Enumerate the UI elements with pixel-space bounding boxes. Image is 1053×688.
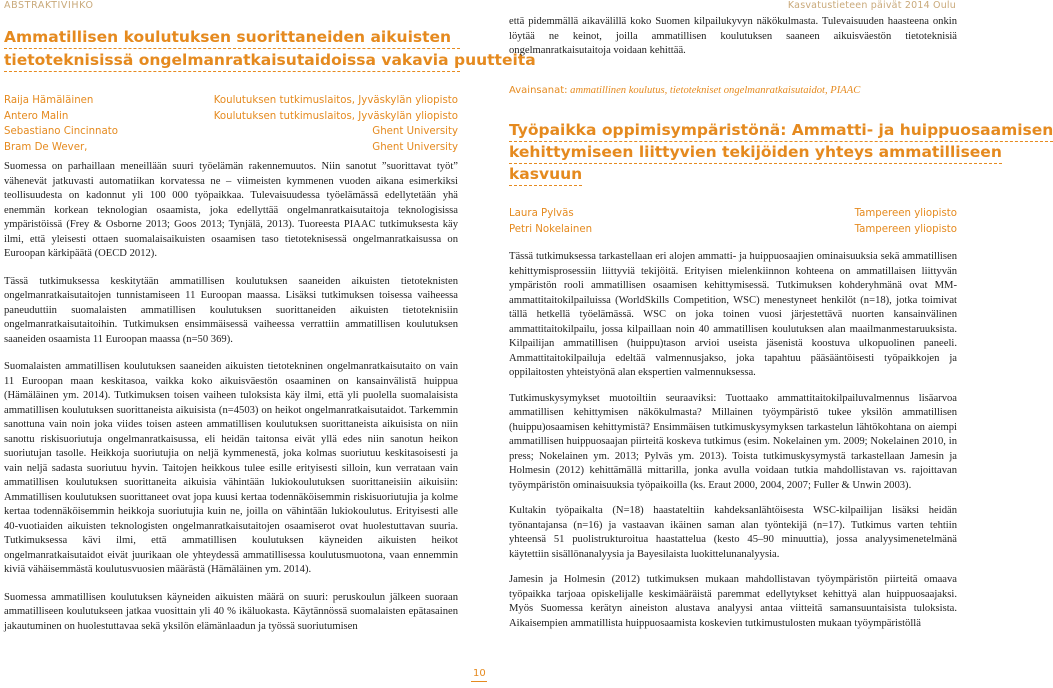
- title-line: kasvuun: [509, 164, 582, 186]
- right-article-body: [509, 250, 957, 631]
- page-number-underline: [471, 681, 487, 682]
- author-affiliation: Koulutuksen tutkimuslaitos, Jyväskylän yliopisto: [213, 110, 458, 122]
- author-row: [4, 93, 458, 109]
- author-row: [4, 124, 458, 140]
- author-name: Raija Hämäläinen: [4, 95, 94, 106]
- title-line: Työpaikka oppimisympäristönä: Ammatti- ja huippuosaamisen: [509, 120, 1053, 142]
- paragraph: Tutkimuskysymykset muotoiltiin seuraaviksi: Tuottaako ammattitaitokilpailuvalmennus lisäarvoa ammatillisen kehittymisen näkökulmasta? Millainen työympäristö tukee yksilön ammatillisen (huippu)osaamisen kehittymistä? Ensimmäisen tutkimuskysymyksen tarkastelun lähtökohtana on aiempi ammatillisen huippuosaajan piirteitä koskeva tutkimus (esim. Nokelainen ym. 2009; Nokelainen 2010, in press; Nokelainen ym. 2013; Pylväs ym. 2013). Toista tutkimuskysymystä tarkastellaan Jamesin ja Holmesin (2012) kehittämällä mittarilla, jonka avulla voidaan tutkia mahdollistavan vs. rajoittavan työympäristön ominaisuuksia työpaikoilla (ks. Eraut 2000, 2004, 2007; Fuller & Unwin 2003).: [509, 392, 957, 491]
- keywords-label: Avainsanat:: [509, 85, 568, 96]
- right-article-authors: [509, 206, 957, 237]
- author-row: [4, 109, 458, 125]
- paragraph: että pidemmällä aikavälillä koko Suomen kilpailukyvyn näkökulmasta. Tulevaisuuden haasteena onkin löytää ne keinot, joilla ammatillisen koulutuksen saaneen aikuisväestön tietoteknisiä ongelmanratkaisutaitoja voidaan kehittää.: [509, 16, 957, 56]
- title-line: Ammatillisen koulutuksen suorittaneiden aikuisten: [4, 26, 460, 49]
- author-name: Petri Nokelainen: [509, 223, 593, 235]
- author-affiliation: Tampereen yliopisto: [854, 223, 957, 235]
- paragraph: Suomessa on parhaillaan meneillään suuri työelämän rakennemuutos. Niin sanotut ”suorittavat työt” vähenevät jatkuvasti automatiikan korvatessa ne – viimeisten kymmenen vuoden aikana esimerkiksi teollisuudesta on kadonnut yli 100 000 työpaikkaa. Tulevaisuudessa työelämässä edellytetään yhä enemmän korkean teknologian osaamista, joka edellyttää ongelmanratkaisutaitoja teknologisissa ympäristöissä (Frey & Osborne 2013; Goos 2013; Tynjälä, 2013). Tuoreesta PIAAC tutkimuksesta käy ilmi, että yleisesti ottaen suomalaisaikuisten osaamisen taso tietoteknisessä ongelmanratkaisussa on Euroopan kärkipäätä (OECD 2012).: [4, 161, 458, 259]
- paragraph: Suomessa ammatillisen koulutuksen käyneiden aikuisten määrä on suuri: peruskoulun jälkeen suoraan ammatilliseen koulutukseen jatkaa vuosittain yli 40 % ikäluokasta. Käytännössä suomalaisten epätasainen jakautuminen on huolestuttavaa sekä yksilön elämänlaadun ja työssä suoriutumisen: [4, 591, 458, 632]
- author-row: [4, 140, 458, 156]
- right-article-title: [509, 120, 1053, 186]
- keywords: [509, 84, 957, 98]
- paragraph: Tässä tutkimuksessa keskitytään ammatillisen koulutuksen saaneiden aikuisten tietoteknisten ongelmanratkaisutaitojen tunnistamiseen 11 Euroopan maassa. Lisäksi tutkimuksen toisessa vaiheessa paneuduttiin suomalaisten ammatillisen koulutuksen suorittaneiden aikuisten tietoteknisiin ongelmanratkaisutaitoihin. Tutkimuksen ensimmäisessä vaiheessa verrattiin ammatillisen koulutuksen saaneiden osaamista 11 Euroopan maassa (n=50 369).: [4, 275, 458, 345]
- author-row: [509, 222, 957, 238]
- paragraph: Tässä tutkimuksessa tarkastellaan eri alojen ammatti- ja huippuosaajien ominaisuuksia sekä ammatillisen kehittymisprosessiin liittyviä tekijöitä. Erityisen mielenkiinnon kohteena on ammatillaisen liittyvän ympäristön rooli ammatillisen osaamisen kehittymisessä. Tutkimuksen kohderyhmänä ovat MM-ammattitaitokilpailuissa (WorldSkills Competition, WSC) menestyneet henkilöt (n=18), jotka toimivat tällä hetkellä työelämässä. WSC on joka toinen vuosi järjestettävä nuorten kansainvälinen ammattitaitokilpailu, jossa kilpaillaan noin 40 ammatillisen koulutuksen alan maailmanmestaruuksista. Kilpailijan ammatillisen (huippu)tason arvioi useista jäsenistä koostuva ulkopuolinen paneeli. Ammattitaitokilpailuja edeltää valmennusjakso, joka tapahtuu pääsääntöisesti työpaikkojen ja oppilaitosten yhteistyönä alan ekspertien valmennuksessa.: [509, 251, 957, 378]
- paragraph: Kultakin työpaikalta (N=18) haastateltiin kahdeksanlähtöisesta WSC-kilpailijan lisäksi heidän työnantajansa (n=16) ja vastaavan ikäinen saman alan työntekijä (n=17). Tutkimus varten tehtiin yhteensä 51 puolistrukturoitua haastattelua (kesto 45–90 minuuttia), jossa analyysimenetelmänä käytettiin sisällönanalyysia ja Bayesilaista luokittelunanalyysia.: [509, 505, 957, 560]
- left-article-title: [4, 26, 536, 72]
- author-affiliation: Ghent University: [372, 141, 458, 153]
- keywords-text: ammatillinen koulutus, tietotekniset ongelmanratkaisutaidot, PIAAC: [570, 85, 861, 96]
- page-number: 10: [473, 668, 486, 679]
- left-article-body: [4, 160, 458, 634]
- author-affiliation: Tampereen yliopisto: [854, 208, 957, 219]
- author-affiliation: Ghent University: [372, 126, 458, 137]
- title-line: tietoteknisissä ongelmanratkaisutaidoissa vakavia puutteita: [4, 49, 460, 72]
- author-name: Antero Malin: [4, 110, 69, 122]
- event-label: Kasvatustieteen päivät 2014 Oulu: [787, 0, 956, 11]
- author-name: Sebastiano Cincinnato: [4, 126, 118, 137]
- paragraph: Jamesin ja Holmesin (2012) tutkimuksen mukaan mahdollistavan työympäristön piirteitä omaava työpaikka tarjoaa opiskelijalle keskimääräistä paremmat edellytykset kehittyä alan huippuosaajaksi. Myös Suomessa kerätyn aineiston alustava analyysi antaa viitteitä samansuuntaisista tuloksista. Aikaisempien ammatillista huippuosaamista koskevien tutkimustulosten mukaan työympäristöllä: [509, 574, 957, 629]
- title-line: kehittymiseen liittyvien tekijöiden yhteys ammatilliseen: [509, 142, 1002, 164]
- left-article-authors: [4, 93, 458, 155]
- author-affiliation: Koulutuksen tutkimuslaitos, Jyväskylän yliopisto: [213, 95, 458, 106]
- section-label: ABSTRAKTIVIHKO: [4, 0, 94, 11]
- author-name: Bram De Wever,: [4, 141, 88, 153]
- continuation-paragraph: [509, 15, 957, 59]
- author-name: Laura Pylväs: [509, 208, 574, 219]
- author-row: [509, 206, 957, 222]
- paragraph: Suomalaisten ammatillisen koulutuksen saaneiden aikuisten tietotekninen ongelmanratkaisutaito on vain 11 Euroopan maan keskitasoa, vaikka koko aikuisväestön osaaminen on kansainvälistä huippua (Hämäläinen ym. 2014). Tutkimuksen toisen vaiheen tuloksista käy ilmi, että yli puolella suomalaisista ammatillisen koulutuksen suorittaneista aikuisista (n=4503) on heikot ongelmanratkaisutaidot. Tarkemmin sanottuna vain noin joka viides toisen asteen ammatillisen koulutuksen suorittaneista aikuisista on niin sanottu riskisuoriutuja ongelmanratkaisussa, eli heidän taitonsa eivät yllä edes niin sanotun heikon suoriutujan tasolle. Heikkoja suoriutujia on neljä kymmenestä, joka kolmas suoriutuu keskitasoisesti ja vain neljä sadasta suoriutuu hyvin. Taitojen heikkous tulee esille erityisesti silloin, kun verrataan vain ammatillisen koulutuksen suorittaneita aikuisia vähintään lukiokoulutuksen suorittaneisiin aikuisiin: Ammatillisen koulutuksen suorittaneet ovat jopa kuusi kertaa todennäköisemmin riskisuoriutujia ja kolme kertaa todennäköisemmin heikkoja suoriutujia kuin ne, joilla on vähintään lukiokoulutus. Erityisesti alle 40-vuotiaiden aikuisten teknologisten ongelmanratkaisutaitojen osaamiserot ovat huolestuttavan suuria. Tutkimuksessa kävi ilmi, että ammatillisen koulutuksen käyneiden aikuisten heikot ongelmanratkaisutaidot eivät juurikaan ole yhteydessä ammatillisessa koulutusmuotona, vaan ennemmin kiviä vähäisemmästä koulutusvuosien määrästä (Hämäläinen ym. 2014).: [4, 361, 458, 575]
